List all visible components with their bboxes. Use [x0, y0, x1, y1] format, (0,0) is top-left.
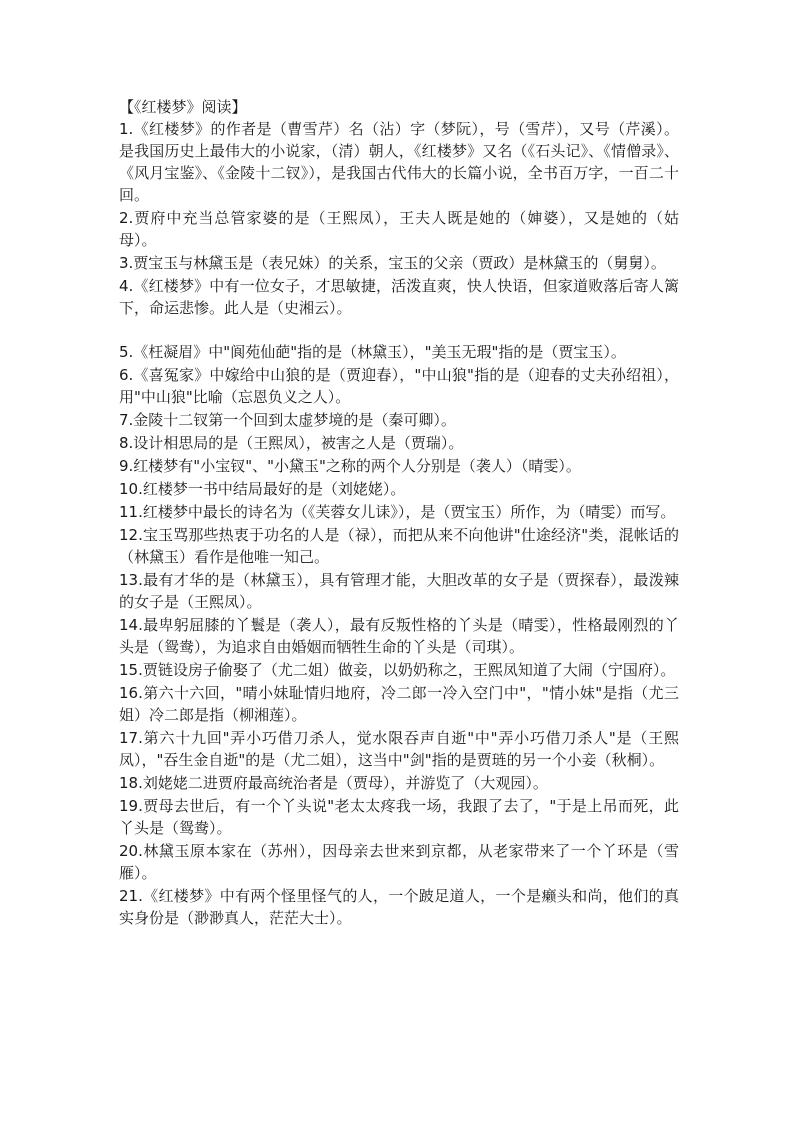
question-item-19: 19.贾母去世后，有一个丫头说"老太太疼我一场，我跟了去了，"于是上吊而死，此丫头是（鸳鸯）。 — [119, 797, 679, 837]
document-title: 【《红楼梦》阅读】 — [119, 98, 247, 116]
question-item-12: 12.宝玉骂那些热衷于功名的人是（禄），而把从来不向他讲"仕途经济"类，混帐话的（林黛玉）看作是他唯一知己。 — [119, 526, 679, 566]
question-item-16: 16.第六十六回，"晴小妹耻情归地府，冷二郎一冷入空门中"，"情小妹"是指（尤三姐）冷二郎是指（柳湘莲）。 — [119, 684, 679, 724]
blank-line — [119, 320, 679, 341]
question-item-1: 1.《红楼梦》的作者是（曹雪芹）名（沾）字（梦阮），号（雪芹），又号（芹溪）。是我国历史上最伟大的小说家，（清）朝人，《红楼梦》又名（《石头记》、《情僧录》、《风月宝鉴》、《金陵十二钗》），是我国古代伟大的长篇小说，全书百万字，一百二十回。 — [119, 120, 679, 204]
question-item-7: 7.金陵十二钗第一个回到太虚梦境的是（秦可卿）。 — [119, 411, 456, 429]
question-item-17: 17.第六十九回"弄小巧借刀杀人，觉水限吞声自逝"中"弄小巧借刀杀人"是（王熙凤），"吞生金自逝"的是（尤二姐），这当中"剑"指的是贾琏的另一个小妾（秋桐）。 — [119, 729, 679, 769]
question-item-14: 14.最卑躬屈膝的丫鬟是（袭人），最有反叛性格的丫头是（晴雯），性格最刚烈的丫头是（鸳鸯），为追求自由婚姻而牺牲生命的丫头是（司琪）。 — [119, 616, 679, 656]
question-item-2: 2.贾府中充当总管家婆的是（王熙凤），王夫人既是她的（婶婆），又是她的（姑母）。 — [119, 209, 679, 249]
question-item-3: 3.贾宝玉与林黛玉是（表兄妹）的关系，宝玉的父亲（贾政）是林黛玉的（舅舅）。 — [119, 254, 666, 272]
document-page — [119, 96, 679, 930]
question-item-6: 6.《喜冤家》中嫁给中山狼的是（贾迎春），"中山狼"指的是（迎春的丈夫孙绍祖），用"中山狼"比喻（忘恩负义之人）。 — [119, 366, 679, 406]
question-item-4: 4.《红楼梦》中有一位女子，才思敏捷，活泼直爽，快人快语，但家道败落后寄人篱下，命运悲惨。此人是（史湘云）。 — [119, 277, 679, 317]
question-item-15: 15.贾链设房子偷娶了（尤二姐）做妾，以奶奶称之，王熙凤知道了大闹（宁国府）。 — [119, 661, 676, 679]
question-item-5: 5.《枉凝眉》中"阆苑仙葩"指的是（林黛玉），"美玉无瑕"指的是（贾宝玉）。 — [119, 343, 626, 361]
question-item-21: 21.《红楼梦》中有两个怪里怪气的人，一个跛足道人，一个是癞头和尚，他们的真实身份是（渺渺真人，茫茫大士）。 — [119, 887, 679, 927]
question-item-9: 9.红楼梦有"小宝钗"、"小黛玉"之称的两个人分别是（袭人）（晴雯）。 — [119, 457, 581, 475]
question-item-13: 13.最有才华的是（林黛玉），具有管理才能，大胆改革的女子是（贾探春），最泼辣的女子是（王熙凤）。 — [119, 571, 679, 611]
question-item-20: 20.林黛玉原本家在（苏州），因母亲去世来到京都，从老家带来了一个丫环是（雪雁）。 — [119, 842, 679, 882]
question-item-11: 11.红楼梦中最长的诗名为（《芙蓉女儿诔》），是（贾宝玉）所作，为（晴雯）而写。 — [119, 503, 676, 521]
question-item-10: 10.红楼梦一书中结局最好的是（刘姥姥）。 — [119, 480, 406, 498]
question-item-18: 18.刘姥姥二进贾府最高统治者是（贾母），并游览了（大观园）。 — [119, 774, 548, 792]
question-item-8: 8.设计相思局的是（王熙凤），被害之人是（贾瑞）。 — [119, 434, 464, 452]
